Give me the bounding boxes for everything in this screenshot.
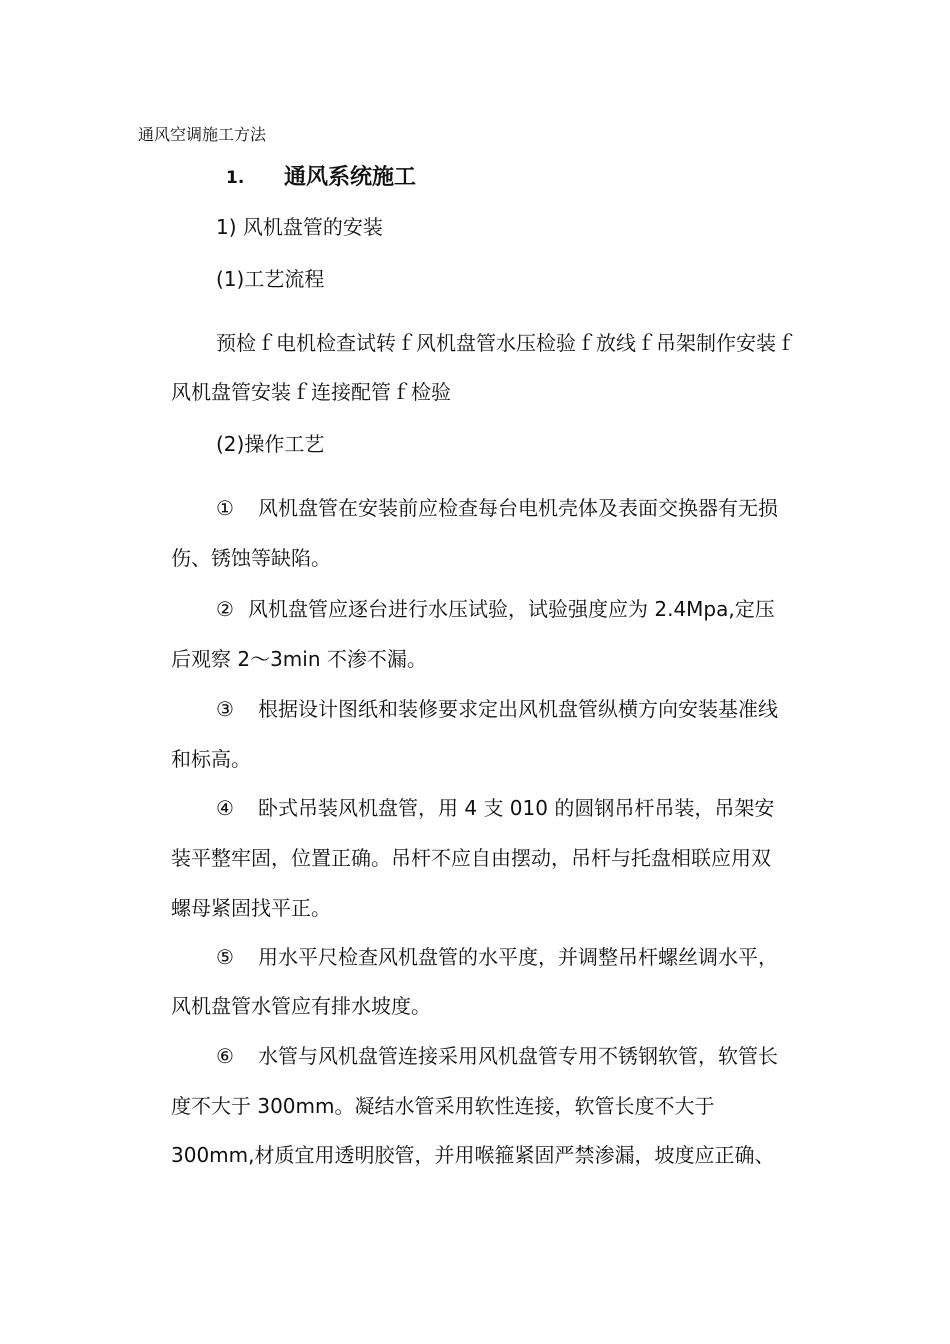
item-text-continued: 300mm,材质宜用透明胶管，并用喉箍紧固严禁渗漏，坡度应正确、 [171,1143,775,1167]
item-text: 水管与风机盘管连接采用风机盘管专用不锈钢软管，软管长 [258,1044,778,1068]
item-text-continued: 伤、锈蚀等缺陷。 [171,546,331,570]
item-text-continued: 度不大于 300mm。凝结水管采用软性连接，软管长度不大于 [171,1094,715,1118]
item-text-continued: 装平整牢固，位置正确。吊杆不应自由摆动，吊杆与托盘相联应用双 [171,846,771,870]
item-text-continued: 和标高。 [171,747,251,771]
list-item [216,798,774,818]
item-text: 根据设计图纸和装修要求定出风机盘管纵横方向安装基准线 [258,697,778,721]
process-flow-line: 预检ｆ电机检查试转ｆ风机盘管水压检验ｆ放线ｆ吊架制作安装ｆ [216,331,796,355]
list-item [216,599,775,619]
item-text-continued: 风机盘管水管应有排水坡度。 [171,994,431,1018]
item-text: 用水平尺检查风机盘管的水平度，并调整吊杆螺丝调水平， [258,945,778,969]
process-heading: (1)工艺流程 [216,267,325,291]
item-text: 风机盘管在安装前应检查每台电机壳体及表面交换器有无损 [258,496,778,520]
item-marker: ⑤ [216,945,234,969]
item-marker: ② [216,597,234,621]
list-item [216,1046,778,1066]
document-title: 通风空调施工方法 [138,125,267,144]
item-text-continued: 螺母紧固找平正。 [171,896,331,920]
list-item [216,498,778,518]
item-text-continued: 后观察 2～3min 不渗不漏。 [171,647,427,671]
list-item [216,947,778,967]
item-marker: ④ [216,796,234,820]
item-text: 风机盘管应逐台进行水压试验，试验强度应为 2.4Mpa,定压 [248,597,775,621]
section-title: 通风系统施工 [284,165,417,190]
item-marker: ③ [216,697,234,721]
section-number: 1. [226,168,245,188]
list-item [216,699,778,719]
item-marker: ① [216,496,234,520]
process-flow-line: 风机盘管安装ｆ连接配管ｆ检验 [171,380,451,404]
operation-heading: (2)操作工艺 [216,432,325,456]
item-marker: ⑥ [216,1044,234,1068]
item-text: 卧式吊装风机盘管，用 4 支 010 的圆钢吊杆吊装，吊架安 [258,796,775,820]
subsection-heading: 1) 风机盘管的安装 [216,215,383,239]
